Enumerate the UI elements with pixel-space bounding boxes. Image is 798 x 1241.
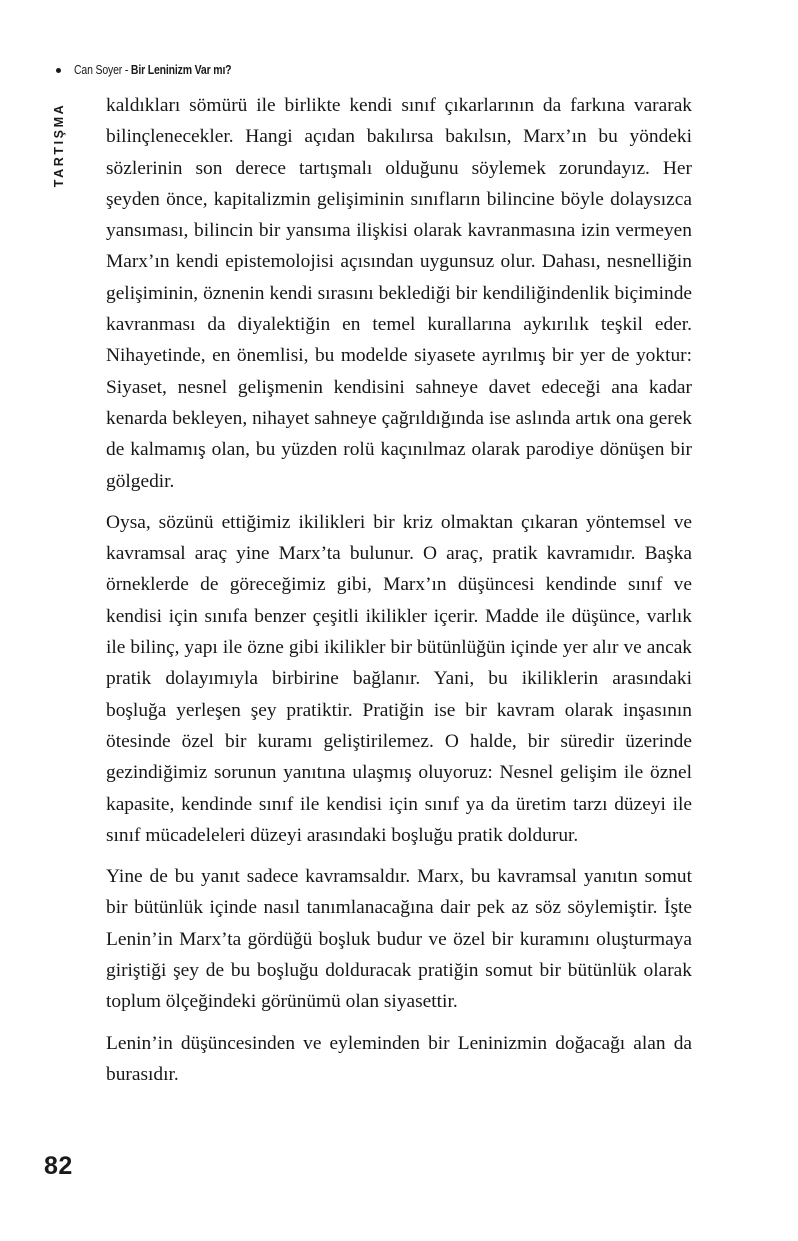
page-number: 82 — [44, 1152, 73, 1180]
running-header-text — [74, 63, 231, 77]
body-paragraph: Yine de bu yanıt sadece kavramsaldır. Marx, bu kavramsal yanıtın somut bir bütünlük içinde nasıl tanımlanacağına dair pek az söz söylemiştir. İşte Lenin’in Marx’ta gördüğü boşluk budur ve özel bir kuramını oluşturmaya giriştiği şey de bu boşluğu dolduracak pratiğin somut bir bütünlük olarak toplum ölçeğindeki görünümü olan siyasettir. — [106, 866, 692, 1013]
body-paragraph: kaldıkları sömürü ile birlikte kendi sınıf çıkarlarının da farkına vararak bilinçlenecekler. Hangi açıdan bakılırsa bakılsın, Marx’ın bu yöndeki sözlerinin son derece tartışmalı olduğunu söylemek zorundayız. Her şeyden önce, kapitalizmin gelişiminin sınıfların bilincine böyle dolaysızca yansıması, bilincin bir yansıma ilişkisi olarak kavranmasına izin vermeyen Marx’ın kendi epistemolojisi açısından uygunsuz olur. Dahası, nesnelliğin gelişiminin, öznenin kendi sırasını beklediği bir kendiliğindenlik biçiminde kavranması da diyalektiğin en temel kurallarına aykırılık teşkil eder. Nihayetinde, en önemlisi, bu modelde siyasete ayrılmış bir yer de yoktur: Siyaset, nesnel gelişmenin kendisini sahneye davet edeceği ana kadar kenarda bekleyen, nihayet sahneye çağrıldığında ise aslında artık ona gerek de kalmamış olan, bu yüzden rolü kaçınılmaz olarak parodiye dönüşen bir gölgedir. — [106, 95, 692, 492]
running-header — [56, 62, 261, 78]
body-paragraph: Lenin’in düşüncesinden ve eyleminden bir Leninizmin doğacağı alan da burasıdır. — [106, 1032, 692, 1085]
running-header-author: Can Soyer — [74, 63, 123, 77]
running-header-title: Bir Leninizm Var mı? — [130, 63, 232, 77]
bullet-dot-icon — [56, 68, 61, 73]
section-tab-label: TARTIŞMA — [52, 102, 66, 188]
body-text-column — [106, 90, 692, 1090]
section-tab — [50, 90, 68, 200]
running-header-separator: - — [122, 63, 131, 77]
body-paragraph: Oysa, sözünü ettiğimiz ikilikleri bir kriz olmaktan çıkaran yöntemsel ve kavramsal araç yine Marx’ta bulunur. O araç, pratik kavramıdır. Başka örneklerde de göreceğimiz gibi, Marx’ın düşüncesi kendinde sınıf ve kendisi için sınıfa benzer çeşitli ikilikler içerir. Madde ile düşünce, varlık ile bilinç, yapı ile özne gibi ikilikler bir bütünlüğün içinde yer alır ve ancak pratik dolayımıyla birbirine bağlanır. Yani, bu ikiliklerin arasındaki boşluğa yerleşen şey pratiktir. Pratiğin ise bir kavram olarak inşasının ötesinde özel bir kuramı geliştirilemez. O halde, bir süredir üzerinde gezindiğimiz sorunun yanıtına ulaşmış oluyoruz: Nesnel gelişim ile öznel kapasite, kendinde sınıf ile kendisi için sınıf ya da üretim tarzı düzeyi ile sınıf mücadeleleri düzeyi arasındaki boşluğu pratik doldurur. — [106, 511, 692, 846]
